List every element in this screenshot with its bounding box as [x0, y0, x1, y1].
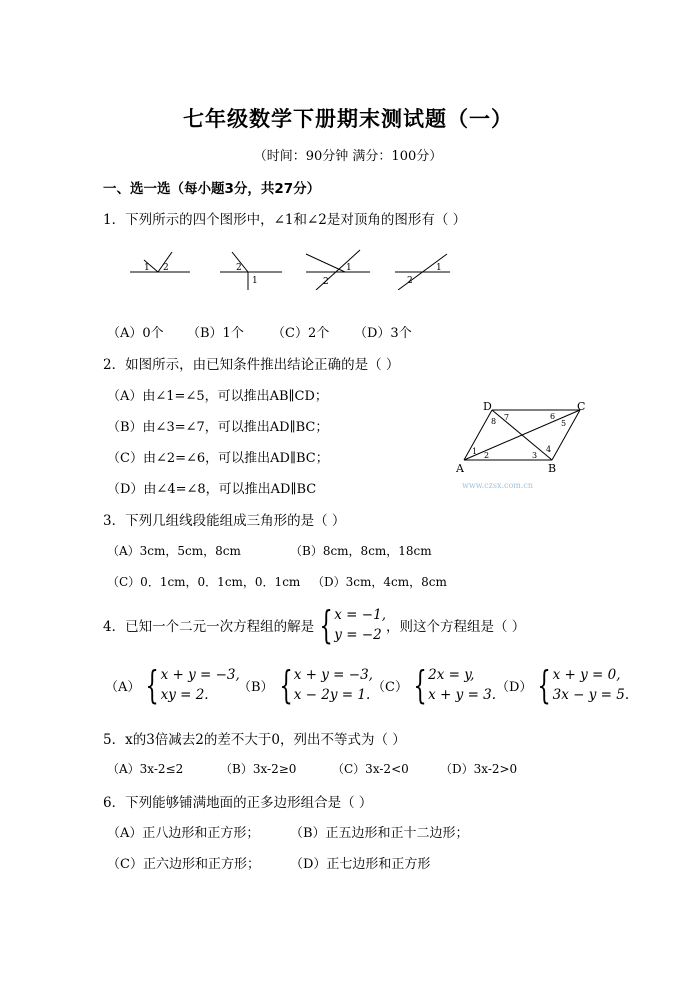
q4-option-d-label: （D） — [496, 679, 533, 695]
section-heading: 一、选一选（每小题3分，共27分） — [103, 181, 321, 197]
angle-2: 2 — [484, 451, 490, 460]
q4-option-c-label: （C） — [372, 679, 408, 695]
q3-option-d: （D）3cm，4cm，8cm — [312, 575, 447, 589]
q3-option-a: （A）3cm，5cm，8cm — [107, 544, 241, 558]
q2-option-c: （C）由∠2=∠6，可以推出AD∥BC； — [107, 451, 329, 466]
q5-option-b: （B）3x-2≥0 — [220, 762, 297, 776]
q4-option-d: （D） { x + y = 0, 3x − y = 5. — [496, 663, 630, 707]
angle-5: 5 — [561, 419, 567, 428]
q4-a-line-2: xy = 2. — [160, 687, 209, 703]
q2-option-d: （D）由∠4=∠8，可以推出AD∥BC — [107, 482, 317, 497]
angle-1: 1 — [472, 447, 478, 456]
q4-c-line-1: 2x = y, — [428, 667, 475, 683]
angle-3: 3 — [532, 451, 538, 460]
figure-3 — [306, 250, 370, 290]
fig3-label-2: 2 — [323, 277, 329, 287]
figure-1 — [130, 252, 190, 272]
q4-stem-post: ，则这个方程组是（ ） — [385, 619, 526, 635]
q1-option-b: （B）1个 — [187, 326, 244, 341]
q6-option-d: （D）正七边形和正方形 — [290, 857, 431, 872]
q4-option-b-label: （B） — [238, 679, 274, 695]
fig4-label-1: 1 — [436, 263, 442, 273]
question-1-stem: 1．下列所示的四个图形中，∠1和∠2是对顶角的图形有（ ） — [103, 212, 467, 228]
q4-option-c: （C） { 2x = y, x + y = 3. — [372, 663, 497, 707]
q5-option-a: （A）3x-2≤2 — [107, 762, 184, 776]
q4-solution-line-1: x = −1, — [334, 607, 386, 623]
q6-option-c: （C）正六边形和正方形； — [107, 857, 260, 872]
q3-option-b: （B）8cm，8cm，18cm — [290, 544, 432, 558]
question-6-stem: 6．下列能够铺满地面的正多边形组合是（ ） — [103, 795, 373, 811]
vertex-a: A — [456, 462, 464, 475]
vertex-d: D — [483, 400, 492, 413]
fig1-label-2: 2 — [163, 263, 169, 273]
question-1-figures — [120, 244, 460, 290]
q4-solution-system: { x = −1, y = −2 — [319, 603, 386, 647]
q4-option-a: （A） { x + y = −3, xy = 2. — [105, 663, 240, 707]
angle-7: 7 — [504, 413, 510, 422]
figure-2 — [220, 252, 282, 290]
fig4-label-2: 2 — [407, 276, 413, 286]
q4-b-line-1: x + y = −3, — [293, 667, 373, 683]
q4-b-line-2: x − 2y = 1. — [293, 687, 371, 703]
q5-option-d: （D）3x-2>0 — [440, 762, 518, 776]
question-2-stem: 2．如图所示，由已知条件推出结论正确的是（ ） — [103, 357, 400, 373]
fig2-label-2: 2 — [236, 263, 242, 273]
fig2-label-1: 1 — [252, 276, 258, 286]
page-title: 七年级数学下册期末测试题（一） — [183, 107, 513, 131]
q2-option-b: （B）由∠3=∠7，可以推出AD∥BC； — [107, 420, 329, 435]
angle-6: 6 — [550, 412, 556, 421]
parallelogram-figure — [450, 396, 600, 492]
q6-option-a: （A）正八边形和正方形； — [107, 826, 260, 841]
q6-option-b: （B）正五边形和正十二边形； — [290, 826, 469, 841]
q5-option-c: （C）3x-2<0 — [332, 762, 409, 776]
q4-c-line-2: x + y = 3. — [428, 687, 497, 703]
q1-option-c: （C）2个 — [272, 326, 330, 341]
question-5-stem: 5．x的3倍减去2的差不大于0，列出不等式为（ ） — [103, 732, 406, 748]
vertex-b: B — [548, 462, 557, 475]
fig3-label-1: 1 — [346, 263, 352, 273]
figure-4 — [395, 254, 450, 290]
vertex-c: C — [577, 400, 586, 413]
q4-a-line-1: x + y = −3, — [160, 667, 240, 683]
q3-option-c: （C）0．1cm，0．1cm，0．1cm — [107, 575, 301, 589]
q1-option-d: （D）3个 — [354, 326, 412, 341]
q4-solution-line-2: y = −2 — [334, 627, 382, 643]
q2-option-a: （A）由∠1=∠5，可以推出AB∥CD； — [107, 389, 328, 404]
fig1-label-1: 1 — [144, 263, 150, 273]
q4-d-line-1: x + y = 0, — [552, 667, 621, 683]
exam-info: （时间：90分钟 满分：100分） — [253, 149, 443, 164]
q4-option-a-label: （A） — [105, 679, 141, 695]
watermark: www.czsx.com.cn — [462, 481, 534, 490]
q4-option-b: （B） { x + y = −3, x − 2y = 1. — [238, 663, 373, 707]
question-4-stem — [103, 605, 525, 645]
q4-stem-pre: 4．已知一个二元一次方程组的解是 — [103, 619, 315, 635]
angle-8: 8 — [491, 417, 497, 426]
angle-4: 4 — [546, 445, 552, 454]
q1-option-a: （A）0个 — [107, 326, 164, 341]
question-3-stem: 3．下列几组线段能组成三角形的是（ ） — [103, 513, 346, 529]
q4-d-line-2: 3x − y = 5. — [552, 687, 630, 703]
